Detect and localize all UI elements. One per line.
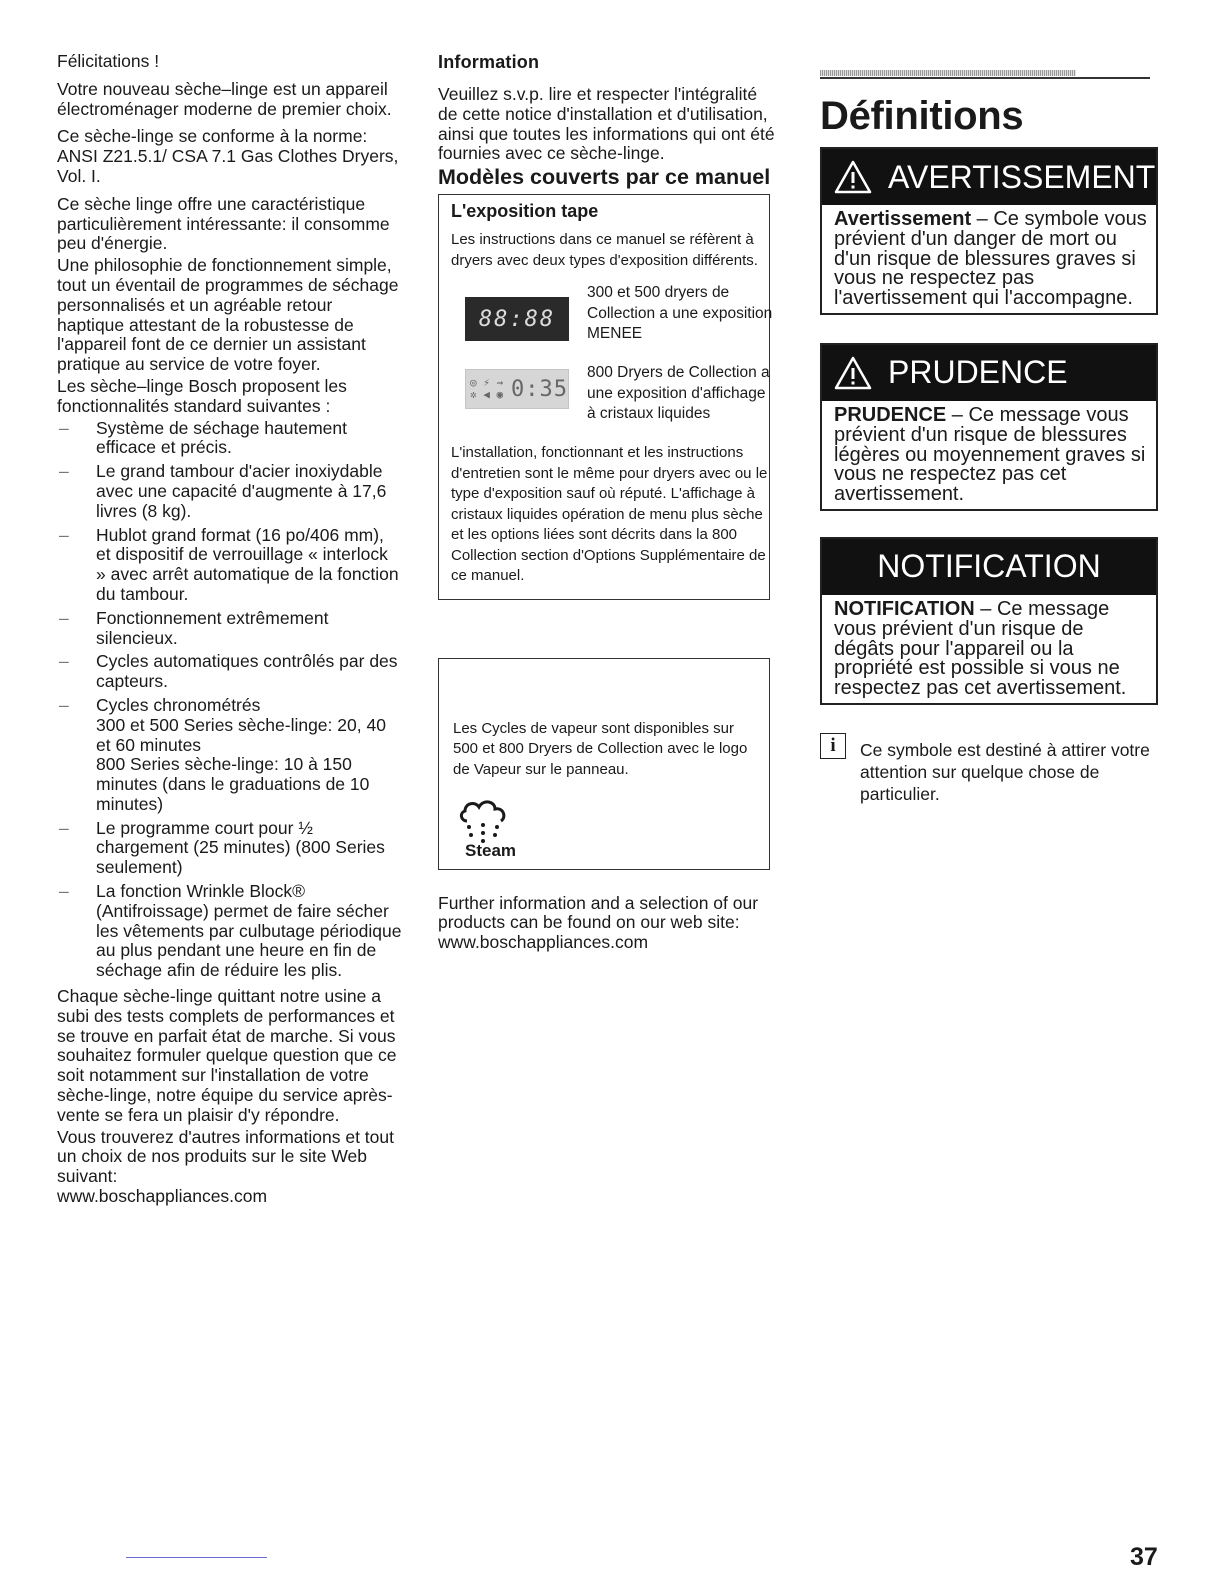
info-note-text: Ce symbole est destiné à attirer votre attention sur quelque chose de particulier.	[860, 739, 1150, 804]
warning-banner	[822, 149, 1156, 205]
list-item: – La fonction Wrinkle Block® (Antifroissage) permet de faire sécher les vêtements par culbutage périodique au plus pendant une heure en fin de séchage afin de réduire les plis.	[59, 881, 402, 981]
intro-paragraph: Votre nouveau sèche–linge est un appareil électroménager moderne de premier choix.	[57, 78, 392, 119]
list-item: – Cycles chronométrés 300 et 500 Series sèche-linge: 20, 40 et 60 minutes 800 Series sèche-linge: 10 à 150 minutes (dans le graduations de 10 minutes)	[59, 694, 386, 814]
notice-text: NOTIFICATION – Ce message vous prévient d'un risque de dégâts pour l'appareil ou la propriété est possible si vous ne respectez pas cet avertissement.	[834, 597, 1127, 700]
page-number: 37	[1130, 1543, 1158, 1571]
service-paragraph: Chaque sèche-linge quittant notre usine a subi des tests complets de performances et se trouve en parfait état de marche. Si vous souhaitez formuler quelque question que ce soit notamment sur l'installation de votre sèche-linge, notre équipe du service après-vente se fera un plaisir d'y répondre.	[57, 986, 397, 1125]
further-info: Further information and a selection of our products can be found on our web site:	[438, 892, 759, 933]
led-display-caption: 300 et 500 dryers de Collection a une exposition MENEE	[587, 284, 773, 343]
caution-triangle-icon	[834, 356, 872, 390]
list-item: – Système de séchage hautement efficace et précis.	[59, 417, 347, 458]
info-icon: i	[820, 733, 846, 759]
warning-banner-label: AVERTISSEMENT	[888, 158, 1156, 195]
lcd-display-image	[465, 369, 569, 409]
column-left	[57, 52, 402, 1207]
notice-banner	[822, 539, 1156, 595]
caution-banner	[822, 345, 1156, 401]
led-display-image: 88:88	[465, 297, 569, 341]
feature-list	[57, 419, 402, 982]
exposure-body: L'installation, fonctionnant et les instructions d'entretien sont le même pour dryers avec ou le type d'exposition sauf où réputé. L'affichage à cristaux liquides opération de menu plus sèche et les options liées sont décrits dans la 800 Collection section d'Options Supplémentaire de ce manuel.	[451, 444, 768, 585]
lcd-readout: 0:35	[511, 376, 568, 402]
exposure-box	[438, 194, 773, 600]
steam-cloud-icon	[455, 799, 515, 843]
greeting: Félicitations !	[57, 51, 160, 71]
header-rule	[820, 68, 1150, 84]
warning-text: Avertissement – Ce symbole vous prévient d'un danger de mort ou d'un risque de blessures graves si vous ne respectez pas l'avertissement qui l'accompagne.	[834, 208, 1147, 310]
footer-rule	[126, 1557, 267, 1558]
steam-box	[438, 658, 770, 870]
standard-paragraph: Ce sèche-linge se conforme à la norme: ANSI Z21.5.1/ CSA 7.1 Gas Clothes Dryers, Vol. I.	[57, 126, 399, 186]
energy-paragraph: Ce sèche linge offre une caractéristique particulièrement intéressante: il consomme peu d'énergie.	[57, 193, 390, 254]
header-line	[820, 77, 1150, 79]
website-paragraph: Vous trouverez d'autres informations et tout un choix de nos produits sur le site Web suivant:	[57, 1126, 394, 1187]
lcd-display-caption: 800 Dryers de Collection a une exposition d'affichage à cristaux liquides	[587, 364, 770, 423]
notice-banner-label: NOTIFICATION	[877, 548, 1101, 585]
caution-banner-label: PRUDENCE	[888, 354, 1068, 391]
information-text: Veuillez s.v.p. lire et respecter l'intégralité de cette notice d'installation et d'utilisation, ainsi que toutes les informations qui ont été fournies avec ce sèche-linge.	[438, 84, 775, 164]
features-intro: Les sèche–linge Bosch proposent les fonctionnalités standard suivantes :	[57, 375, 347, 416]
page-title: Définitions	[820, 94, 1024, 138]
philosophy-paragraph: Une philosophie de fonctionnement simple, tout un éventail de programmes de séchage personnalisés et un agréable retour haptique attestant de la robustesse de l'appareil font de ce dernier un assistant pratique au service de votre foyer.	[57, 255, 399, 375]
list-item: – Hublot grand format (16 po/406 mm), et dispositif de verrouillage « interlock » avec arrêt automatique de la fonction du tambour.	[59, 524, 399, 604]
warning-box	[820, 147, 1158, 315]
column-right	[820, 52, 1160, 813]
column-middle	[438, 52, 778, 953]
list-item: – Cycles automatiques contrôlés par des capteurs.	[59, 651, 398, 692]
lcd-display-row	[451, 363, 769, 443]
list-item: – Le programme court pour ½ chargement (25 minutes) (800 Series seulement)	[59, 817, 385, 878]
steam-label: Steam	[465, 840, 517, 860]
header-hatch	[820, 70, 1076, 76]
list-item: – Fonctionnement extrêmement silencieux.	[59, 607, 329, 648]
website-link-en[interactable]: www.boschappliances.com	[438, 932, 649, 953]
lcd-status-icons: ◎ ⚡ ⇝ ✲ ◀ ◉	[470, 376, 504, 402]
steam-icon	[455, 799, 515, 861]
exposure-title: L'exposition tape	[451, 201, 599, 222]
info-note	[820, 733, 1160, 813]
led-display-row	[451, 283, 773, 359]
caution-box	[820, 343, 1158, 511]
models-heading: Modèles couverts par ce manuel	[438, 165, 771, 190]
list-item: – Le grand tambour d'acier inoxiydable avec une capacité d'augmente à 17,6 livres (8 kg).	[59, 461, 387, 521]
information-heading: Information	[438, 52, 540, 72]
steam-text: Les Cycles de vapeur sont disponibles sur 500 et 800 Dryers de Collection avec le logo de Vapeur sur le panneau.	[453, 719, 748, 778]
notice-box	[820, 537, 1158, 705]
warning-triangle-icon	[834, 160, 872, 194]
exposure-intro: Les instructions dans ce manuel se réfèrent à dryers avec deux types d'exposition différents.	[451, 231, 758, 269]
website-link[interactable]: www.boschappliances.com	[57, 1186, 268, 1207]
caution-text: PRUDENCE – Ce message vous prévient d'un risque de blessures légères ou moyennement graves si vous ne respectez pas cet avertissement.	[834, 403, 1146, 506]
